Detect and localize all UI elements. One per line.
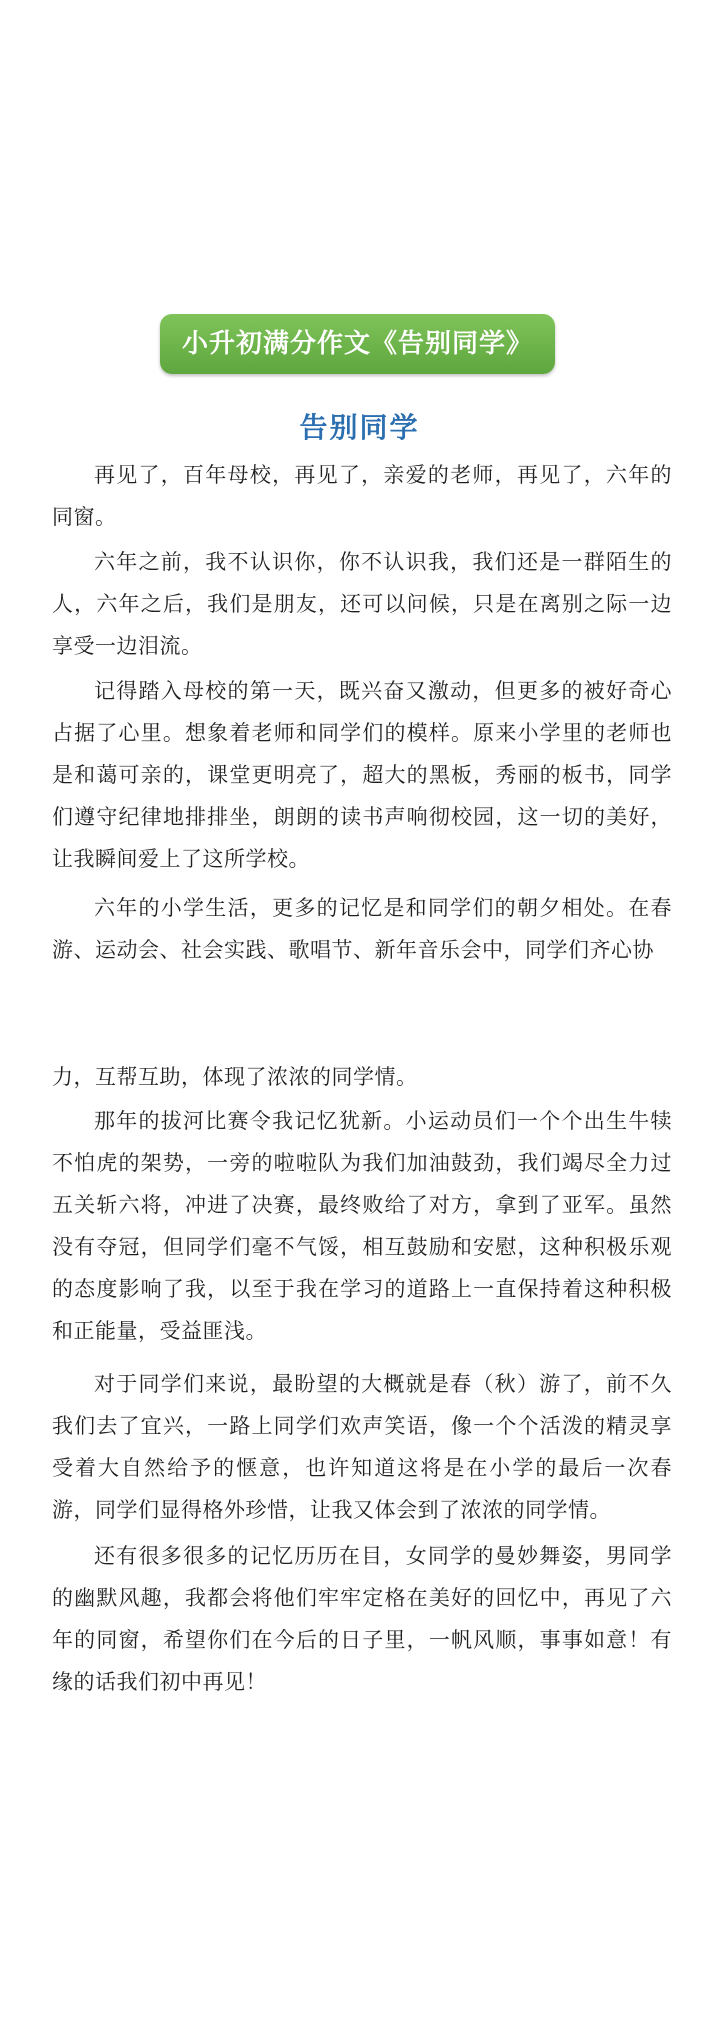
paragraph-continuation: 力，互帮互助，体现了浓浓的同学情。 [52, 1065, 418, 1089]
paragraph: 六年的小学生活，更多的记忆是和同学们的朝夕相处。在春游、运动会、社会实践、歌唱节、新年音乐会中，同学们齐心协 [52, 896, 672, 962]
banner-title: 小升初满分作文《告别同学》 [181, 329, 533, 359]
essay-title: 告别同学 [299, 411, 420, 444]
paragraph: 对于同学们来说，最盼望的大概就是春（秋）游了，前不久我们去了宜兴，一路上同学们欢声笑语，像一个个活泼的精灵享受着大自然给予的惬意，也许知道这将是在小学的最后一次春游，同学们显得格外珍惜，让我又体会到了浓浓的同学情。 [52, 1372, 672, 1522]
paragraph: 六年之前，我不认识你，你不认识我，我们还是一群陌生的人，六年之后，我们是朋友，还可以问候，只是在离别之际一边享受一边泪流。 [52, 550, 672, 658]
essay-category-banner [160, 314, 555, 374]
paragraph: 还有很多很多的记忆历历在目，女同学的曼妙舞姿，男同学的幽默风趣，我都会将他们牢牢定格在美好的回忆中，再见了六年的同窗，希望你们在今后的日子里，一帆风顺，事事如意！有缘的话我们初中再见！ [52, 1544, 672, 1694]
paragraph: 那年的拔河比赛令我记忆犹新。小运动员们一个个出生牛犊不怕虎的架势，一旁的啦啦队为我们加油鼓劲，我们竭尽全力过五关斩六将，冲进了决赛，最终败给了对方，拿到了亚军。虽然没有夺冠，但同学们毫不气馁，相互鼓励和安慰，这种积极乐观的态度影响了我，以至于我在学习的道路上一直保持着这种积极和正能量，受益匪浅。 [52, 1109, 672, 1343]
paragraph: 记得踏入母校的第一天，既兴奋又激动，但更多的被好奇心占据了心里。想象着老师和同学们的模样。原来小学里的老师也是和蔼可亲的，课堂更明亮了，超大的黑板，秀丽的板书，同学们遵守纪律地排排坐，朗朗的读书声响彻校园，这一切的美好，让我瞬间爱上了这所学校。 [52, 679, 672, 871]
paragraph: 再见了，百年母校，再见了，亲爱的老师，再见了，六年的同窗。 [52, 463, 672, 529]
